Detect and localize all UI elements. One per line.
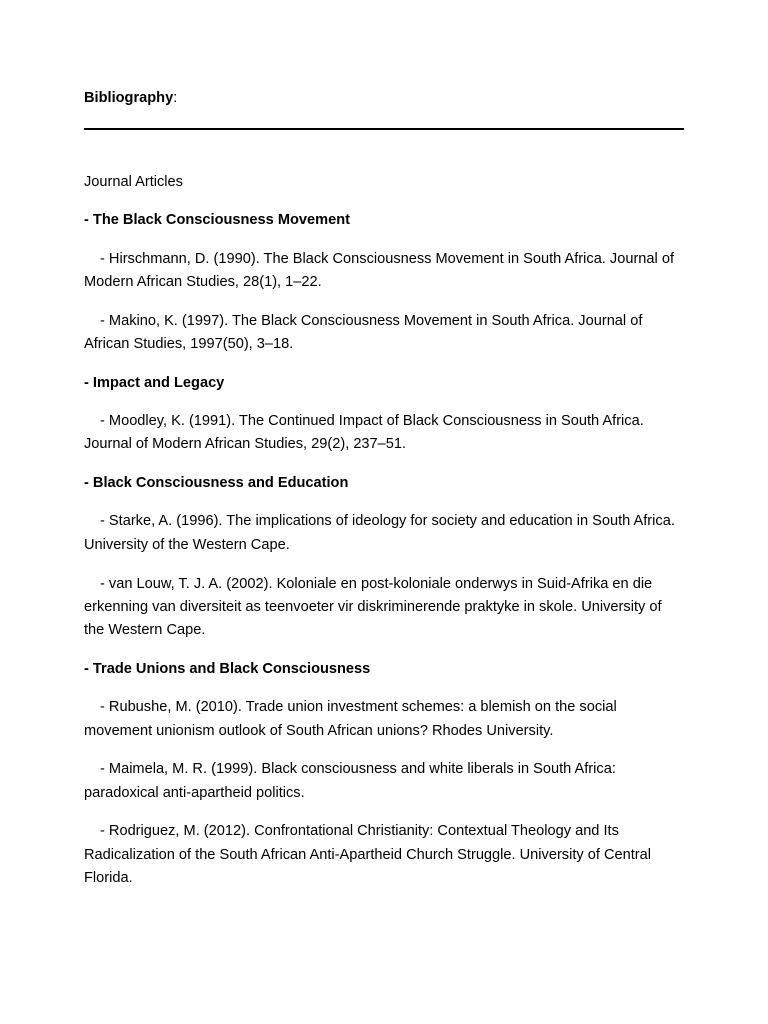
section-title-trade-unions: - Trade Unions and Black Consciousness [84, 660, 371, 677]
entry-makino: - Makino, K. (1997). The Black Consciousness Movement in South Africa. Journal of African Studies, 1997(50), 3–18. [84, 312, 643, 352]
entry-moodley: - Moodley, K. (1991). The Continued Impact of Black Consciousness in South Africa. Journal of Modern African Studies, 29(2), 237–51. [84, 413, 644, 453]
heading-title: Bibliography [84, 90, 174, 106]
bibliography-heading [84, 88, 684, 108]
entry-van-louw: - van Louw, T. J. A. (2002). Koloniale en post-koloniale onderwys in Suid-Afrika en die erkenning van diversiteit as teenvoeter vir diskriminerende praktyke in skole. University of the Western Cape. [84, 575, 662, 639]
subheading-journal-articles: Journal Articles [84, 174, 183, 190]
section-title-movement: - The Black Consciousness Movement [84, 212, 351, 229]
entry-rodriguez: - Rodriguez, M. (2012). Confrontational Christianity: Contextual Theology and Its Radicalization of the South African Anti-Apartheid Church Struggle. University of Central Florida. [84, 823, 652, 887]
section-title-education: - Black Consciousness and Education [84, 475, 349, 492]
entry-hirschmann: - Hirschmann, D. (1990). The Black Consciousness Movement in South Africa. Journal of Modern African Studies, 28(1), 1–22. [84, 250, 675, 290]
document-page [84, 88, 684, 108]
entry-maimela: - Maimela, M. R. (1999). Black consciousness and white liberals in South Africa: paradoxical anti-apartheid politics. [84, 761, 616, 801]
section-title-impact: - Impact and Legacy [84, 374, 225, 391]
horizontal-rule [84, 128, 684, 130]
entry-rubushe: - Rubushe, M. (2010). Trade union investment schemes: a blemish on the social movement unionism outlook of South African unions? Rhodes University. [84, 699, 617, 739]
heading-colon: : [173, 90, 178, 106]
entry-starke: - Starke, A. (1996). The implications of ideology for society and education in South Africa. University of the Western Cape. [84, 513, 675, 553]
bibliography-content [84, 171, 684, 906]
